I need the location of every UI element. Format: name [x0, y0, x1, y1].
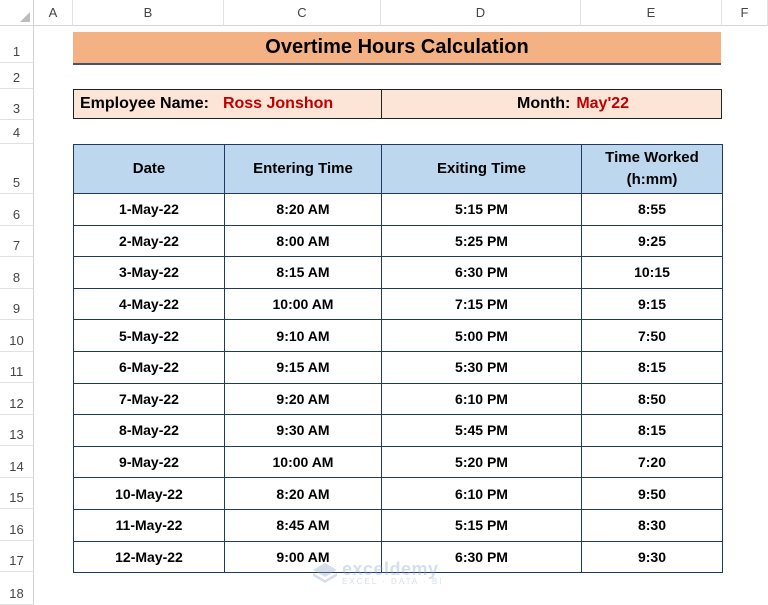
- time-worked-cell[interactable]: 7:20: [582, 446, 723, 478]
- time-worked-cell[interactable]: 7:50: [582, 320, 723, 352]
- row-header-14[interactable]: 14: [0, 446, 34, 478]
- exiting-time-cell[interactable]: 5:25 PM: [382, 225, 582, 257]
- employee-name-value: Ross Jonshon: [222, 95, 334, 112]
- time-worked-cell[interactable]: 9:30: [582, 541, 723, 573]
- table-row: [74, 320, 723, 352]
- entering-time-cell[interactable]: 8:20 AM: [225, 478, 382, 510]
- select-all-corner[interactable]: [0, 0, 34, 26]
- column-header-d[interactable]: D: [381, 0, 581, 26]
- header-entering-time[interactable]: Entering Time: [225, 145, 382, 194]
- row-header-12[interactable]: 12: [0, 383, 34, 415]
- date-cell[interactable]: 2-May-22: [74, 225, 225, 257]
- exiting-time-cell[interactable]: 7:15 PM: [382, 288, 582, 320]
- employee-name-label: Employee Name:: [80, 95, 209, 112]
- row-header-6[interactable]: 6: [0, 194, 34, 226]
- title-underline: [73, 63, 721, 65]
- row-header-8[interactable]: 8: [0, 257, 34, 289]
- date-cell[interactable]: 6-May-22: [74, 351, 225, 383]
- row-header-1[interactable]: 1: [0, 26, 34, 63]
- row-header-3[interactable]: 3: [0, 89, 34, 120]
- exiting-time-cell[interactable]: 5:30 PM: [382, 351, 582, 383]
- column-header-f[interactable]: F: [722, 0, 768, 26]
- entering-time-cell[interactable]: 8:45 AM: [225, 509, 382, 541]
- column-header-c[interactable]: C: [224, 0, 381, 26]
- date-cell[interactable]: 12-May-22: [74, 541, 225, 573]
- table-row: [74, 194, 723, 226]
- header-exiting-time[interactable]: Exiting Time: [382, 145, 582, 194]
- table-row: [74, 509, 723, 541]
- exceldemy-watermark: [312, 560, 443, 586]
- row-header-5[interactable]: 5: [0, 144, 34, 194]
- entering-time-cell[interactable]: 10:00 AM: [225, 288, 382, 320]
- exiting-time-cell[interactable]: 5:00 PM: [382, 320, 582, 352]
- month-value: May'22: [576, 95, 630, 112]
- date-cell[interactable]: 8-May-22: [74, 415, 225, 447]
- table-row: [74, 288, 723, 320]
- date-cell[interactable]: 1-May-22: [74, 194, 225, 226]
- date-cell[interactable]: 4-May-22: [74, 288, 225, 320]
- table-row: [74, 383, 723, 415]
- select-all-triangle-icon: [20, 12, 30, 22]
- entering-time-cell[interactable]: 9:15 AM: [225, 351, 382, 383]
- entering-time-cell[interactable]: 9:00 AM: [225, 541, 382, 573]
- row-header-17[interactable]: 17: [0, 541, 34, 572]
- date-cell[interactable]: 11-May-22: [74, 509, 225, 541]
- table-row: [74, 225, 723, 257]
- exiting-time-cell[interactable]: 5:15 PM: [382, 509, 582, 541]
- date-cell[interactable]: 9-May-22: [74, 446, 225, 478]
- exiting-time-cell[interactable]: 6:30 PM: [382, 257, 582, 289]
- watermark-tagline: EXCEL · DATA · BI: [342, 577, 444, 586]
- time-worked-cell[interactable]: 8:30: [582, 509, 723, 541]
- time-worked-cell[interactable]: 9:25: [582, 225, 723, 257]
- table-header-row: [74, 145, 723, 194]
- entering-time-cell[interactable]: 8:20 AM: [225, 194, 382, 226]
- time-worked-cell[interactable]: 8:15: [582, 351, 723, 383]
- exiting-time-cell[interactable]: 6:30 PM: [382, 541, 582, 573]
- time-worked-cell[interactable]: 8:50: [582, 383, 723, 415]
- row-header-2[interactable]: 2: [0, 63, 34, 89]
- exiting-time-cell[interactable]: 6:10 PM: [382, 478, 582, 510]
- exceldemy-logo-icon: [312, 562, 338, 584]
- header-time-worked[interactable]: Time Worked (h:mm): [582, 145, 723, 194]
- time-worked-cell[interactable]: 9:15: [582, 288, 723, 320]
- exiting-time-cell[interactable]: 5:45 PM: [382, 415, 582, 447]
- header-date[interactable]: Date: [74, 145, 225, 194]
- month-label: Month:: [517, 95, 571, 112]
- table-row: [74, 351, 723, 383]
- date-cell[interactable]: 5-May-22: [74, 320, 225, 352]
- sheet-title[interactable]: Overtime Hours Calculation: [73, 32, 721, 63]
- column-header-b[interactable]: B: [73, 0, 224, 26]
- row-header-9[interactable]: 9: [0, 289, 34, 320]
- time-worked-cell[interactable]: 8:55: [582, 194, 723, 226]
- entering-time-cell[interactable]: 9:30 AM: [225, 415, 382, 447]
- employee-name-cell[interactable]: [73, 89, 382, 119]
- exiting-time-cell[interactable]: 6:10 PM: [382, 383, 582, 415]
- column-header-a[interactable]: A: [34, 0, 73, 26]
- entering-time-cell[interactable]: 9:10 AM: [225, 320, 382, 352]
- overtime-table: [73, 144, 723, 573]
- entering-time-cell[interactable]: 9:20 AM: [225, 383, 382, 415]
- entering-time-cell[interactable]: 10:00 AM: [225, 446, 382, 478]
- table-row: [74, 478, 723, 510]
- row-header-10[interactable]: 10: [0, 320, 34, 352]
- table-row: [74, 257, 723, 289]
- time-worked-cell[interactable]: 8:15: [582, 415, 723, 447]
- time-worked-cell[interactable]: 10:15: [582, 257, 723, 289]
- exiting-time-cell[interactable]: 5:15 PM: [382, 194, 582, 226]
- date-cell[interactable]: 10-May-22: [74, 478, 225, 510]
- watermark-name: exceldemy: [342, 559, 439, 579]
- date-cell[interactable]: 7-May-22: [74, 383, 225, 415]
- table-row: [74, 446, 723, 478]
- entering-time-cell[interactable]: 8:15 AM: [225, 257, 382, 289]
- date-cell[interactable]: 3-May-22: [74, 257, 225, 289]
- row-header-18[interactable]: 18: [0, 572, 34, 605]
- row-header-13[interactable]: 13: [0, 415, 34, 446]
- entering-time-cell[interactable]: 8:00 AM: [225, 225, 382, 257]
- row-header-7[interactable]: 7: [0, 226, 34, 257]
- column-header-e[interactable]: E: [581, 0, 722, 26]
- row-header-11[interactable]: 11: [0, 352, 34, 383]
- row-header-4[interactable]: 4: [0, 120, 34, 144]
- month-cell[interactable]: [381, 89, 722, 119]
- table-row: [74, 415, 723, 447]
- row-header-16[interactable]: 16: [0, 509, 34, 541]
- row-header-15[interactable]: 15: [0, 478, 34, 509]
- exiting-time-cell[interactable]: 5:20 PM: [382, 446, 582, 478]
- time-worked-cell[interactable]: 9:50: [582, 478, 723, 510]
